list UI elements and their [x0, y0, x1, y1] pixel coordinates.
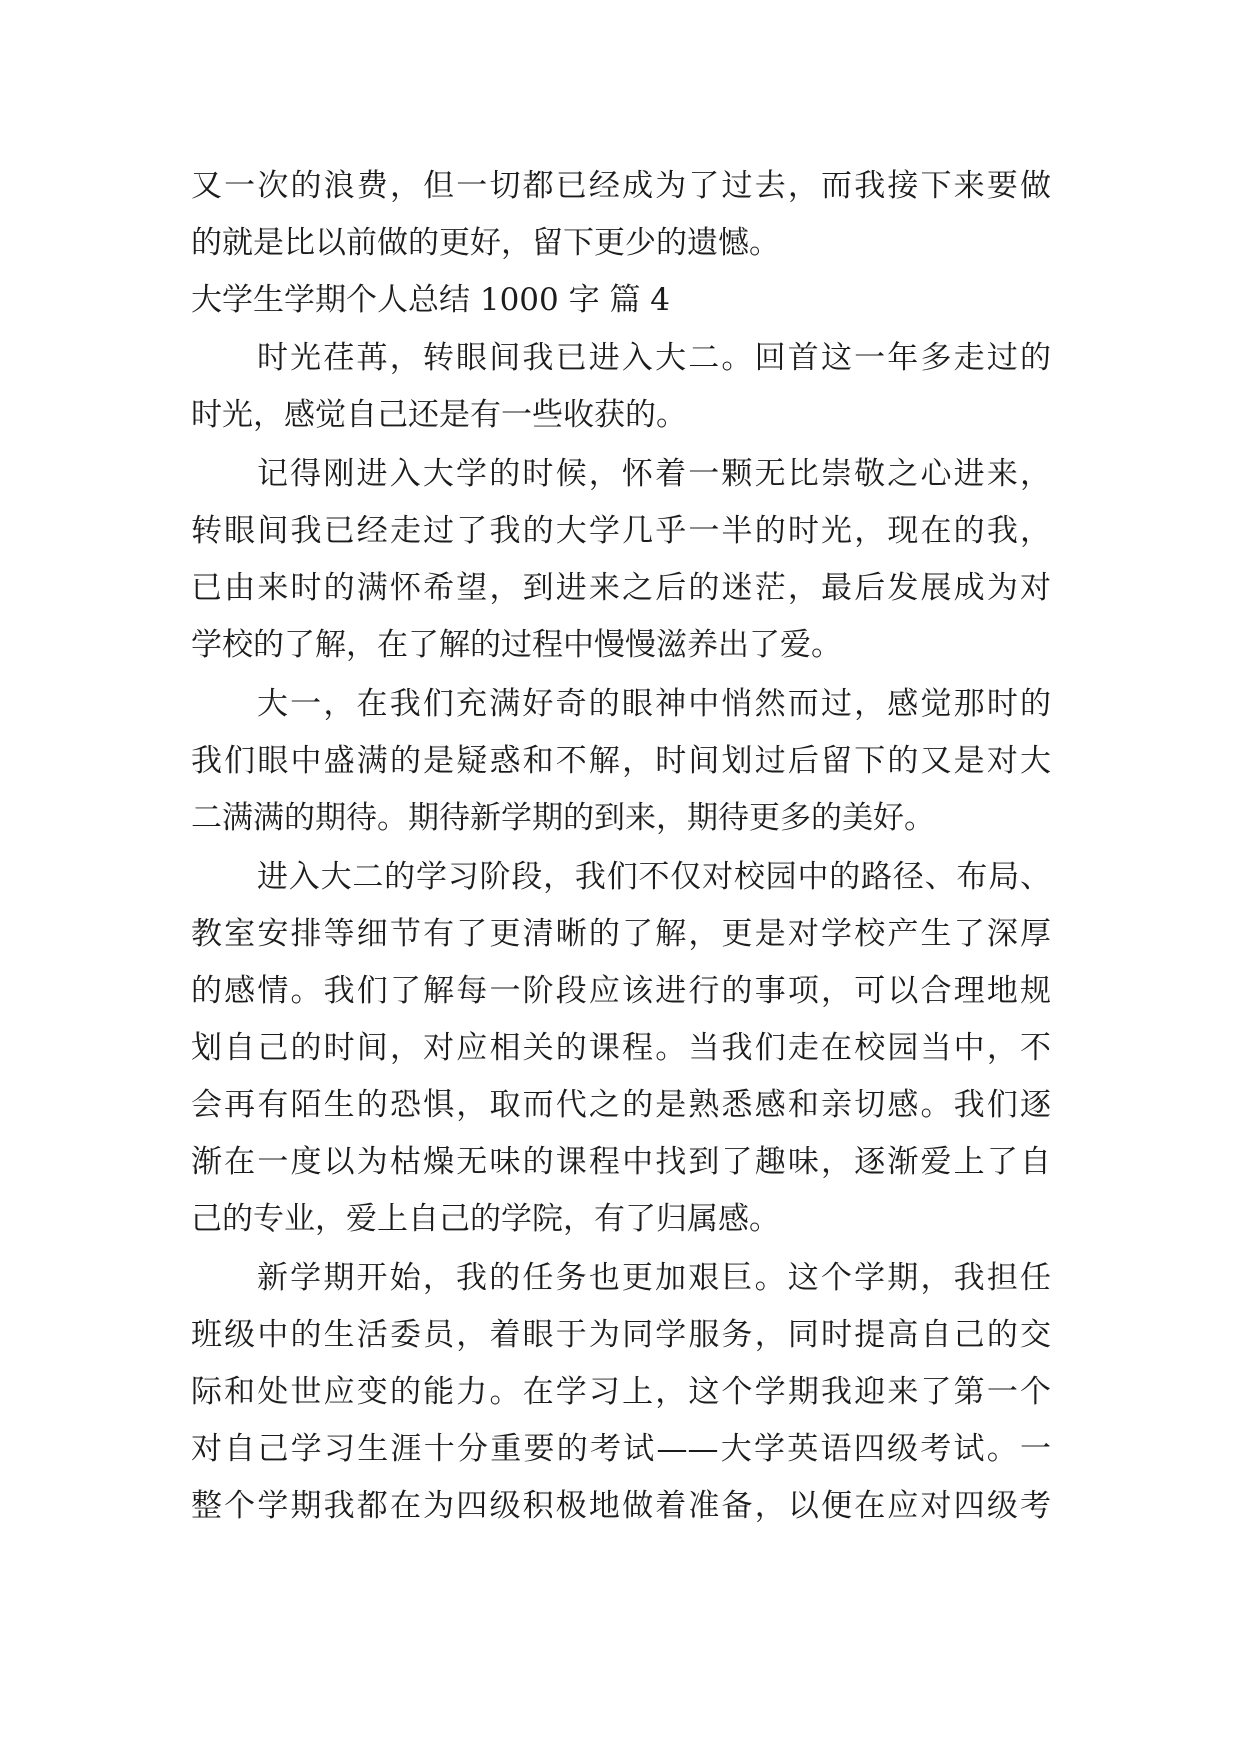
text-line: 转眼间我已经走过了我的大学几乎一半的时光，现在的我， [191, 513, 1051, 549]
text-line: 己的专业，爱上自己的学院，有了归属感。 [191, 1201, 780, 1237]
section-heading: 大学生学期个人总结 1000 字 篇 4 [191, 282, 671, 318]
text-line: 二满满的期待。期待新学期的到来，期待更多的美好。 [191, 800, 935, 836]
text-line: 进入大二的学习阶段，我们不仅对校园中的路径、布局、 [257, 859, 1051, 895]
text-line: 划自己的时间，对应相关的课程。当我们走在校园当中，不 [191, 1030, 1051, 1066]
text-line: 的感情。我们了解每一阶段应该进行的事项，可以合理地规 [191, 973, 1051, 1009]
text-line: 整个学期我都在为四级积极地做着准备，以便在应对四级考 [191, 1488, 1051, 1524]
text-line: 学校的了解，在了解的过程中慢慢滋养出了爱。 [191, 627, 842, 663]
text-line: 对自己学习生涯十分重要的考试——大学英语四级考试。一 [191, 1431, 1051, 1467]
text-line: 新学期开始，我的任务也更加艰巨。这个学期，我担任 [257, 1260, 1051, 1296]
text-line: 又一次的浪费，但一切都已经成为了过去，而我接下来要做 [191, 168, 1051, 204]
text-line: 时光荏苒，转眼间我已进入大二。回首这一年多走过的 [257, 340, 1051, 376]
text-line: 班级中的生活委员，着眼于为同学服务，同时提高自己的交 [191, 1317, 1051, 1353]
text-line: 教室安排等细节有了更清晰的了解，更是对学校产生了深厚 [191, 916, 1051, 952]
text-line: 记得刚进入大学的时候，怀着一颗无比崇敬之心进来， [257, 456, 1051, 492]
text-line: 大一，在我们充满好奇的眼神中悄然而过，感觉那时的 [257, 686, 1051, 722]
text-line: 的就是比以前做的更好，留下更少的遗憾。 [191, 225, 780, 261]
text-line: 际和处世应变的能力。在学习上，这个学期我迎来了第一个 [191, 1374, 1051, 1410]
text-line: 已由来时的满怀希望，到进来之后的迷茫，最后发展成为对 [191, 570, 1051, 606]
text-line: 我们眼中盛满的是疑惑和不解，时间划过后留下的又是对大 [191, 743, 1051, 779]
text-line: 渐在一度以为枯燥无味的课程中找到了趣味，逐渐爱上了自 [191, 1144, 1051, 1180]
text-line: 会再有陌生的恐惧，取而代之的是熟悉感和亲切感。我们逐 [191, 1087, 1051, 1123]
text-line: 时光，感觉自己还是有一些收获的。 [191, 397, 687, 433]
